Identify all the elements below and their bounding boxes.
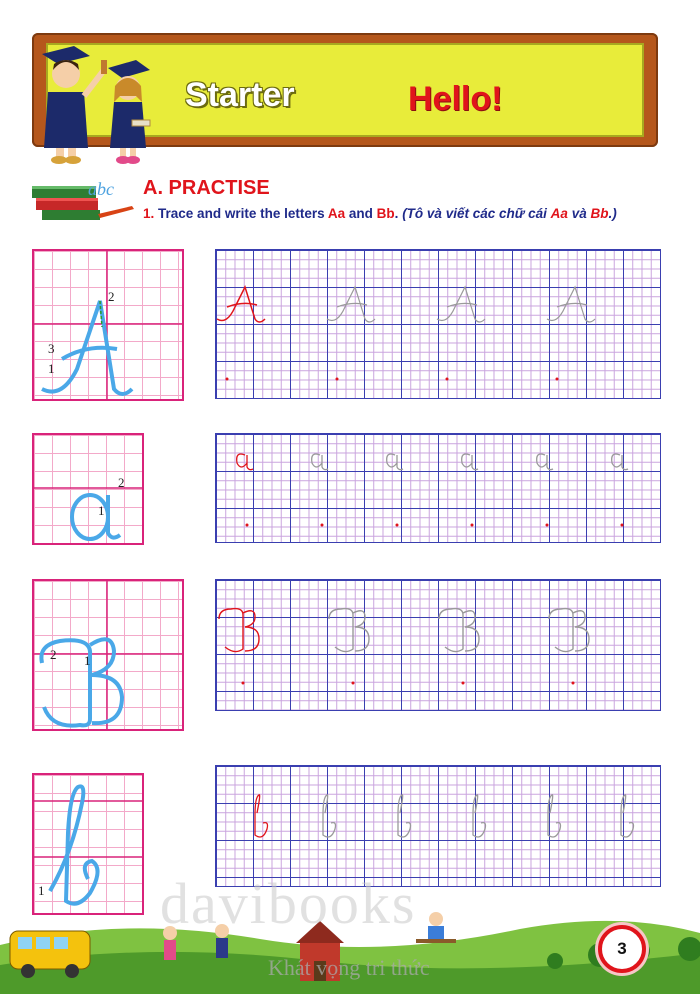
stroke-number: 2 bbox=[50, 647, 57, 662]
section-title: A. PRACTISE bbox=[143, 177, 270, 199]
trace-letters-a bbox=[215, 433, 659, 541]
graduates-illustration bbox=[28, 40, 158, 170]
model-letter-A bbox=[32, 249, 182, 399]
stroke-number: 1 bbox=[38, 883, 45, 898]
vn-letter-2: Bb bbox=[590, 206, 609, 221]
letter-pair-1: Aa bbox=[327, 206, 346, 221]
stroke-number: 3 bbox=[48, 341, 55, 356]
books-icon bbox=[28, 178, 138, 226]
model-letter-a bbox=[32, 433, 142, 543]
trace-letters-b bbox=[215, 765, 659, 885]
and-word: and bbox=[348, 206, 373, 221]
watermark-subtitle: Khát vọng tri thức bbox=[268, 955, 430, 980]
model-letter-B bbox=[32, 579, 182, 729]
exercise-number: 1. bbox=[143, 206, 155, 221]
instruction-text: Trace and write the letters bbox=[158, 206, 325, 221]
stroke-number: 1 bbox=[84, 653, 91, 668]
stroke-number: 2 bbox=[108, 289, 115, 304]
trace-letters-B bbox=[215, 579, 659, 709]
watermark: davibooks bbox=[160, 871, 417, 936]
vn-and: và bbox=[571, 206, 587, 221]
vn-open: (Tô và viết các chữ cái bbox=[402, 206, 547, 221]
stroke-number: 2 bbox=[118, 475, 125, 490]
trace-letters-A bbox=[215, 249, 659, 397]
vn-letter-1: Aa bbox=[550, 206, 568, 221]
banner-greeting: Hello! bbox=[408, 80, 503, 118]
vn-close: .) bbox=[608, 206, 617, 221]
stroke-number: 1 bbox=[48, 361, 55, 376]
banner-title: Starter bbox=[185, 76, 295, 114]
exercise-instruction: 1. Trace and write the letters Aa and Bb. (Tô và viết các chữ cái Aa và Bb.) bbox=[143, 206, 617, 221]
stroke-number: 1 bbox=[98, 503, 105, 518]
letter-pair-2: Bb bbox=[376, 206, 395, 221]
model-letter-b bbox=[32, 773, 142, 913]
abc-label: abc bbox=[88, 179, 114, 199]
page-number: 3 bbox=[598, 925, 646, 973]
